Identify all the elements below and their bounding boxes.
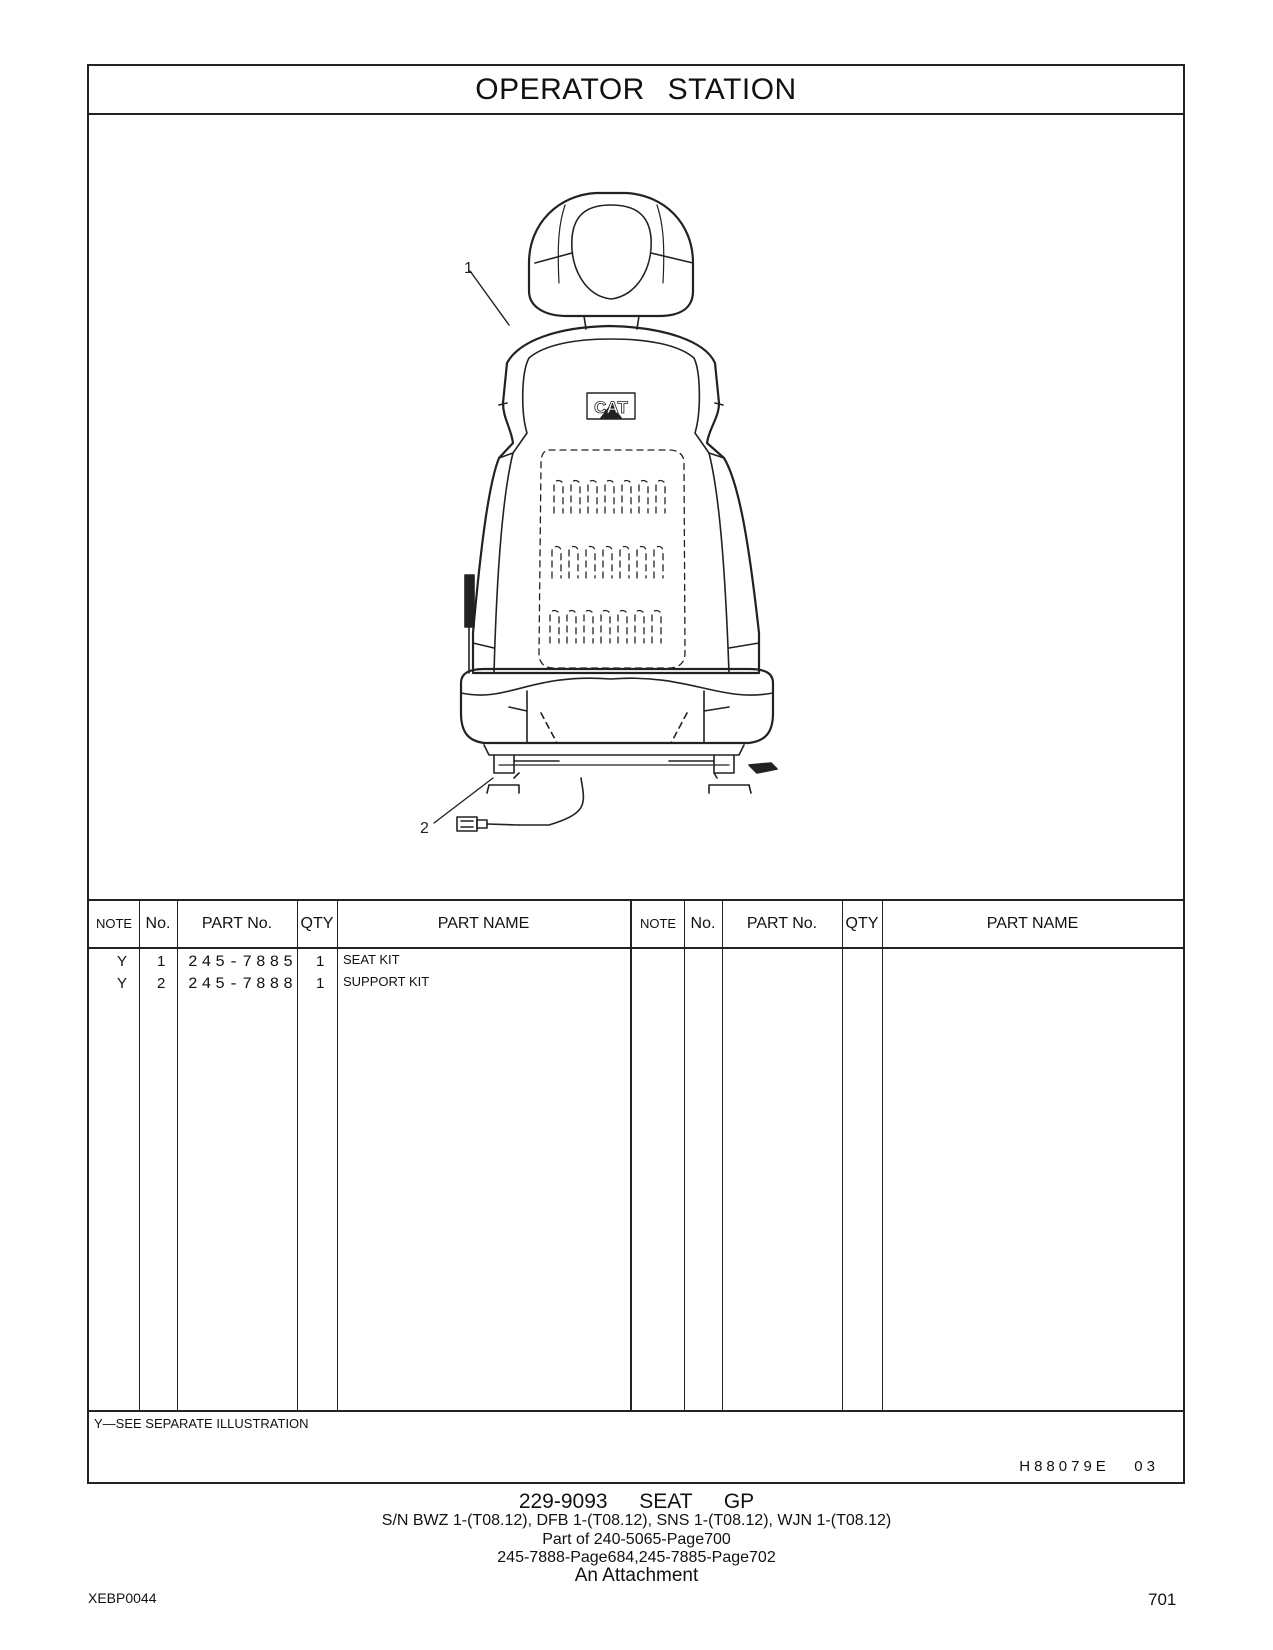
header-note: NOTE: [95, 916, 133, 931]
page-title: OPERATOR STATION: [89, 66, 1183, 115]
column-divider: [297, 901, 298, 1410]
column-divider: [630, 901, 632, 1410]
header-note-right: NOTE: [639, 916, 677, 931]
header-qty-right: QTY: [845, 915, 879, 932]
part-of-reference: Part of 240-5065-Page700: [542, 1531, 731, 1548]
row-number: 2: [157, 975, 166, 992]
cat-logo-text: CAT: [594, 398, 628, 417]
parts-page-frame: [87, 64, 1185, 1484]
row-note: Y: [117, 975, 128, 992]
row-part-number: 245-7888: [188, 975, 297, 993]
header-no-right: No.: [690, 915, 716, 932]
header-part-no-right: PART No.: [746, 915, 818, 932]
row-number: 1: [157, 953, 166, 970]
column-divider: [139, 901, 140, 1410]
column-divider: [882, 901, 883, 1410]
column-divider: [337, 901, 338, 1410]
header-part-name: PART NAME: [437, 915, 530, 932]
row-note: Y: [117, 953, 128, 970]
illustration-code: H88079E 03: [1019, 1458, 1159, 1475]
seat-cushion: [461, 669, 773, 743]
row-qty: 1: [316, 953, 325, 970]
row-part-number: 245-7885: [188, 953, 297, 971]
callout-2: 2: [420, 820, 429, 837]
column-divider: [722, 901, 723, 1410]
column-divider: [842, 901, 843, 1410]
footnote: Y—SEE SEPARATE ILLUSTRATION: [94, 1416, 309, 1431]
header-part-no: PART No.: [201, 915, 273, 932]
seat-illustration: [89, 113, 1183, 899]
parts-table-header: [89, 901, 1183, 949]
headrest: [529, 193, 693, 329]
stitching-panel: [539, 450, 685, 668]
page-number: 701: [1148, 1590, 1177, 1609]
column-divider: [177, 901, 178, 1410]
backrest: [473, 326, 759, 673]
document-id: XEBP0044: [88, 1590, 157, 1606]
column-divider: [684, 901, 685, 1410]
seat-drawing: [89, 113, 1183, 899]
leader-lines: [434, 271, 509, 823]
group-caption: 229-9093 SEAT GP: [518, 1490, 755, 1513]
callout-1: 1: [464, 260, 473, 277]
header-no: No.: [145, 915, 171, 932]
table-footer: [89, 1410, 1183, 1486]
header-part-name-right: PART NAME: [986, 915, 1079, 932]
row-part-name: SUPPORT KIT: [343, 974, 430, 989]
attachment-label: An Attachment: [574, 1565, 699, 1586]
wire-connector: [457, 817, 519, 831]
row-part-name: SEAT KIT: [343, 952, 400, 967]
seat-base: [484, 745, 777, 825]
header-qty: QTY: [300, 915, 334, 932]
serial-numbers: S/N BWZ 1-(T08.12), DFB 1-(T08.12), SNS 1-(T08.12), WJN 1-(T08.12): [381, 1512, 892, 1529]
page-references: 245-7888-Page684,245-7885-Page702: [497, 1549, 776, 1566]
parts-table: [89, 899, 1183, 1412]
row-qty: 1: [316, 975, 325, 992]
